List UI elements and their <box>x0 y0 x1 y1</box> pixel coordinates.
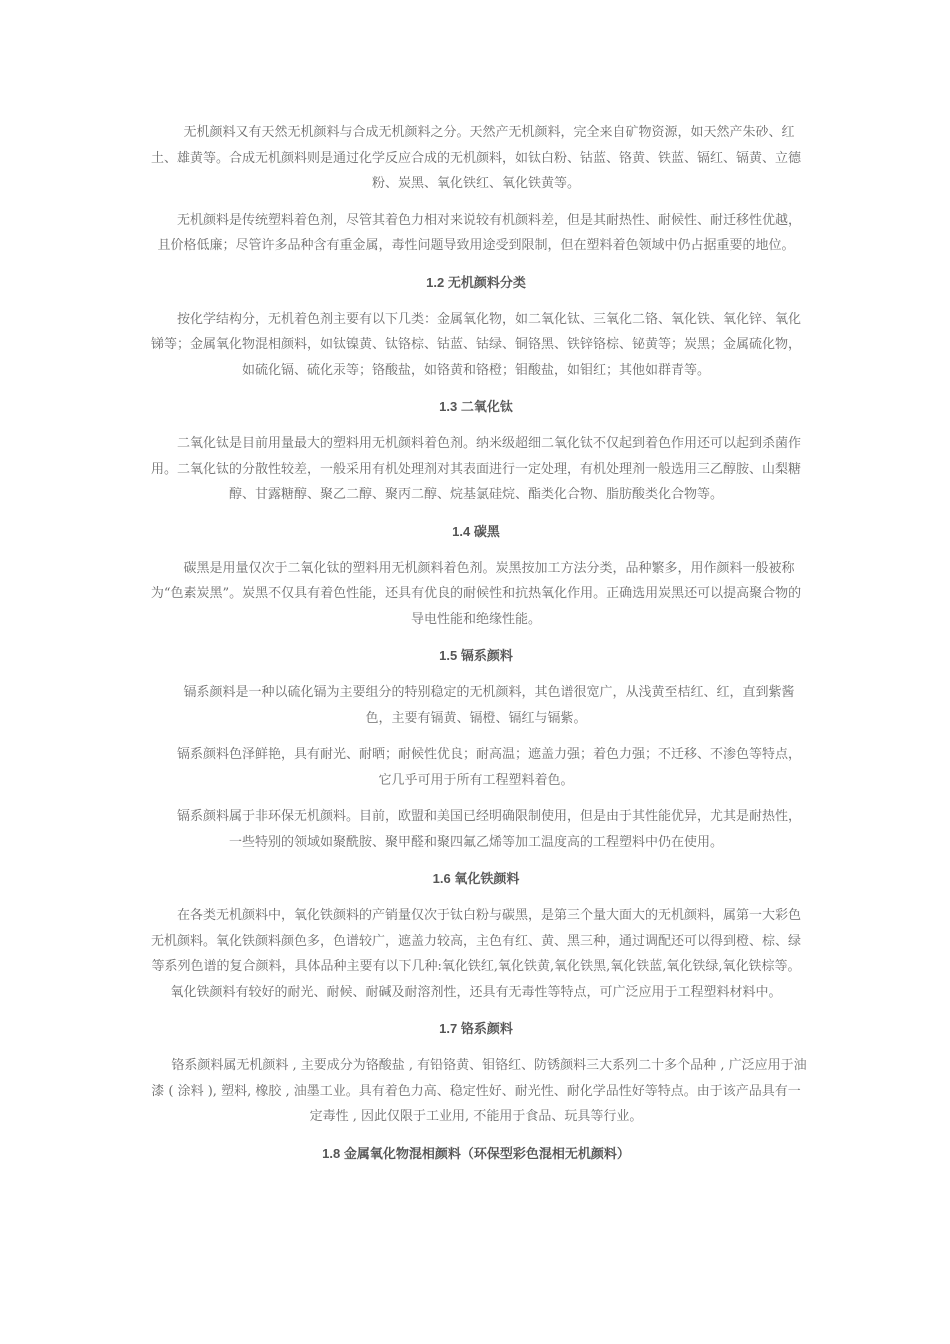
section-heading: 1.2 无机颜料分类 <box>426 274 526 290</box>
section-titanium-dioxide <box>145 394 807 508</box>
section-classification <box>145 270 807 384</box>
section-heading: 1.6 氧化铁颜料 <box>432 871 520 886</box>
section-mixed-metal-oxide <box>145 1141 807 1167</box>
section-heading: 1.4 碳黑 <box>452 523 500 539</box>
section-paragraph: 二氧化钛是目前用量最大的塑料用无机颜料着色剂。纳米级超细二氧化钛不仅起到着色作用还可以起到杀菌作用。二氧化钛的分散性较差，一般采用有机处理剂对其表面进行一定处理，有机处理剂一般选用三乙醇胺、山梨糖醇、甘露糖醇、聚乙二醇、聚丙二醇、烷基氯硅烷、酯类化合物、脂肪酸类化合物等。 <box>150 436 801 502</box>
section-paragraph: 铬系颜料属无机颜料 , 主要成分为铬酸盐 , 有铅铬黄、钼铬红、防锈颜料三大系列二十多个品种 , 广泛应用于油漆 ( 涂料 ), 塑料, 橡胶 , 油墨工业。具有着色力高、稳定性好、耐光性、耐化学品性好等特点。由于该产品具有一定毒性 , 因此仅限于工业用, 不能用于食品、玩具等行业。 <box>151 1058 807 1124</box>
intro-paragraph-2: 无机颜料是传统塑料着色剂，尽管其着色力相对来说较有机颜料差，但是其耐热性、耐候性、耐迁移性优越，且价格低廉；尽管许多品种含有重金属，毒性问题导致用途受到限制，但在塑料着色领域中仍占据重要的地位。 <box>157 212 801 253</box>
intro-paragraph-1: 无机颜料又有天然无机颜料与合成无机颜料之分。天然产无机颜料，完全来自矿物资源，如天然产朱砂、红土、雄黄等。合成无机颜料则是通过化学反应合成的无机颜料，如钛白粉、钴蓝、铬黄、铁蓝、镉红、镉黄、立德粉、炭黑、氧化铁红、氧化铁黄等。 <box>150 125 801 191</box>
section-paragraph: 镉系颜料是一种以硫化镉为主要组分的特别稳定的无机颜料，其色谱很宽广，从浅黄至桔红、红，直到紫酱色，主要有镉黄、镉橙、镉红与镉紫。 <box>183 685 795 726</box>
section-iron-oxide <box>145 866 807 1005</box>
section-paragraph: 在各类无机颜料中，氧化铁颜料的产销量仅次于钛白粉与碳黑，是第三个量大面大的无机颜料，属第一大彩色无机颜料。氧化铁颜料颜色多，色谱较广，遮盖力较高，主色有红、黄、黑三种，通过调配还可以得到橙、棕、绿等系列色谱的复合颜料，具体品种主要有以下几种:氧化铁红,氧化铁黄,氧化铁黑,氧化铁蓝,氧化铁绿,氧化铁棕等。氧化铁颜料有较好的耐光、耐候、耐碱及耐溶剂性，还具有无毒性等特点，可广泛应用于工程塑料材料中。 <box>150 908 801 1000</box>
section-paragraph: 碳黑是用量仅次于二氧化钛的塑料用无机颜料着色剂。炭黑按加工方法分类，品种繁多，用作颜料一般被称为“色素炭黑”。炭黑不仅具有着色性能，还具有优良的耐候性和抗热氧化作用。正确选用炭黑还可以提高聚合物的导电性能和绝缘性能。 <box>150 560 802 627</box>
section-carbon-black <box>145 519 807 633</box>
section-heading: 1.3 二氧化钛 <box>439 399 513 414</box>
section-heading: 1.7 铬系颜料 <box>439 1021 513 1036</box>
section-paragraph: 镉系颜料色泽鲜艳，具有耐光、耐晒；耐候性优良；耐高温；遮盖力强；着色力强；不迁移、不渗色等特点，它几乎可用于所有工程塑料着色。 <box>176 747 801 788</box>
section-chrome-pigments <box>145 1016 807 1130</box>
section-paragraph: 镉系颜料属于非环保无机颜料。目前，欧盟和美国已经明确限制使用，但是由于其性能优异，尤其是耐热性，一些特别的领域如聚酰胺、聚甲醛和聚四氟乙烯等加工温度高的工程塑料中仍在使用。 <box>176 809 801 850</box>
document-page <box>145 120 807 1178</box>
section-heading: 1.8 金属氧化物混相颜料（环保型彩色混相无机颜料） <box>322 1145 630 1161</box>
section-heading: 1.5 镉系颜料 <box>439 648 513 663</box>
section-paragraph: 按化学结构分，无机着色剂主要有以下几类：金属氧化物，如二氧化钛、三氧化二铬、氧化铁、氧化锌、氧化锑等；金属氧化物混相颜料，如钛镍黄、钛铬棕、钴蓝、钴绿、铜铬黑、铁锌铬棕、铋黄等；炭黑；金属硫化物，如硫化镉、硫化汞等；铬酸盐，如铬黄和铬橙；钼酸盐，如钼红；其他如群青等。 <box>150 311 801 378</box>
section-cadmium-pigments <box>145 643 807 855</box>
